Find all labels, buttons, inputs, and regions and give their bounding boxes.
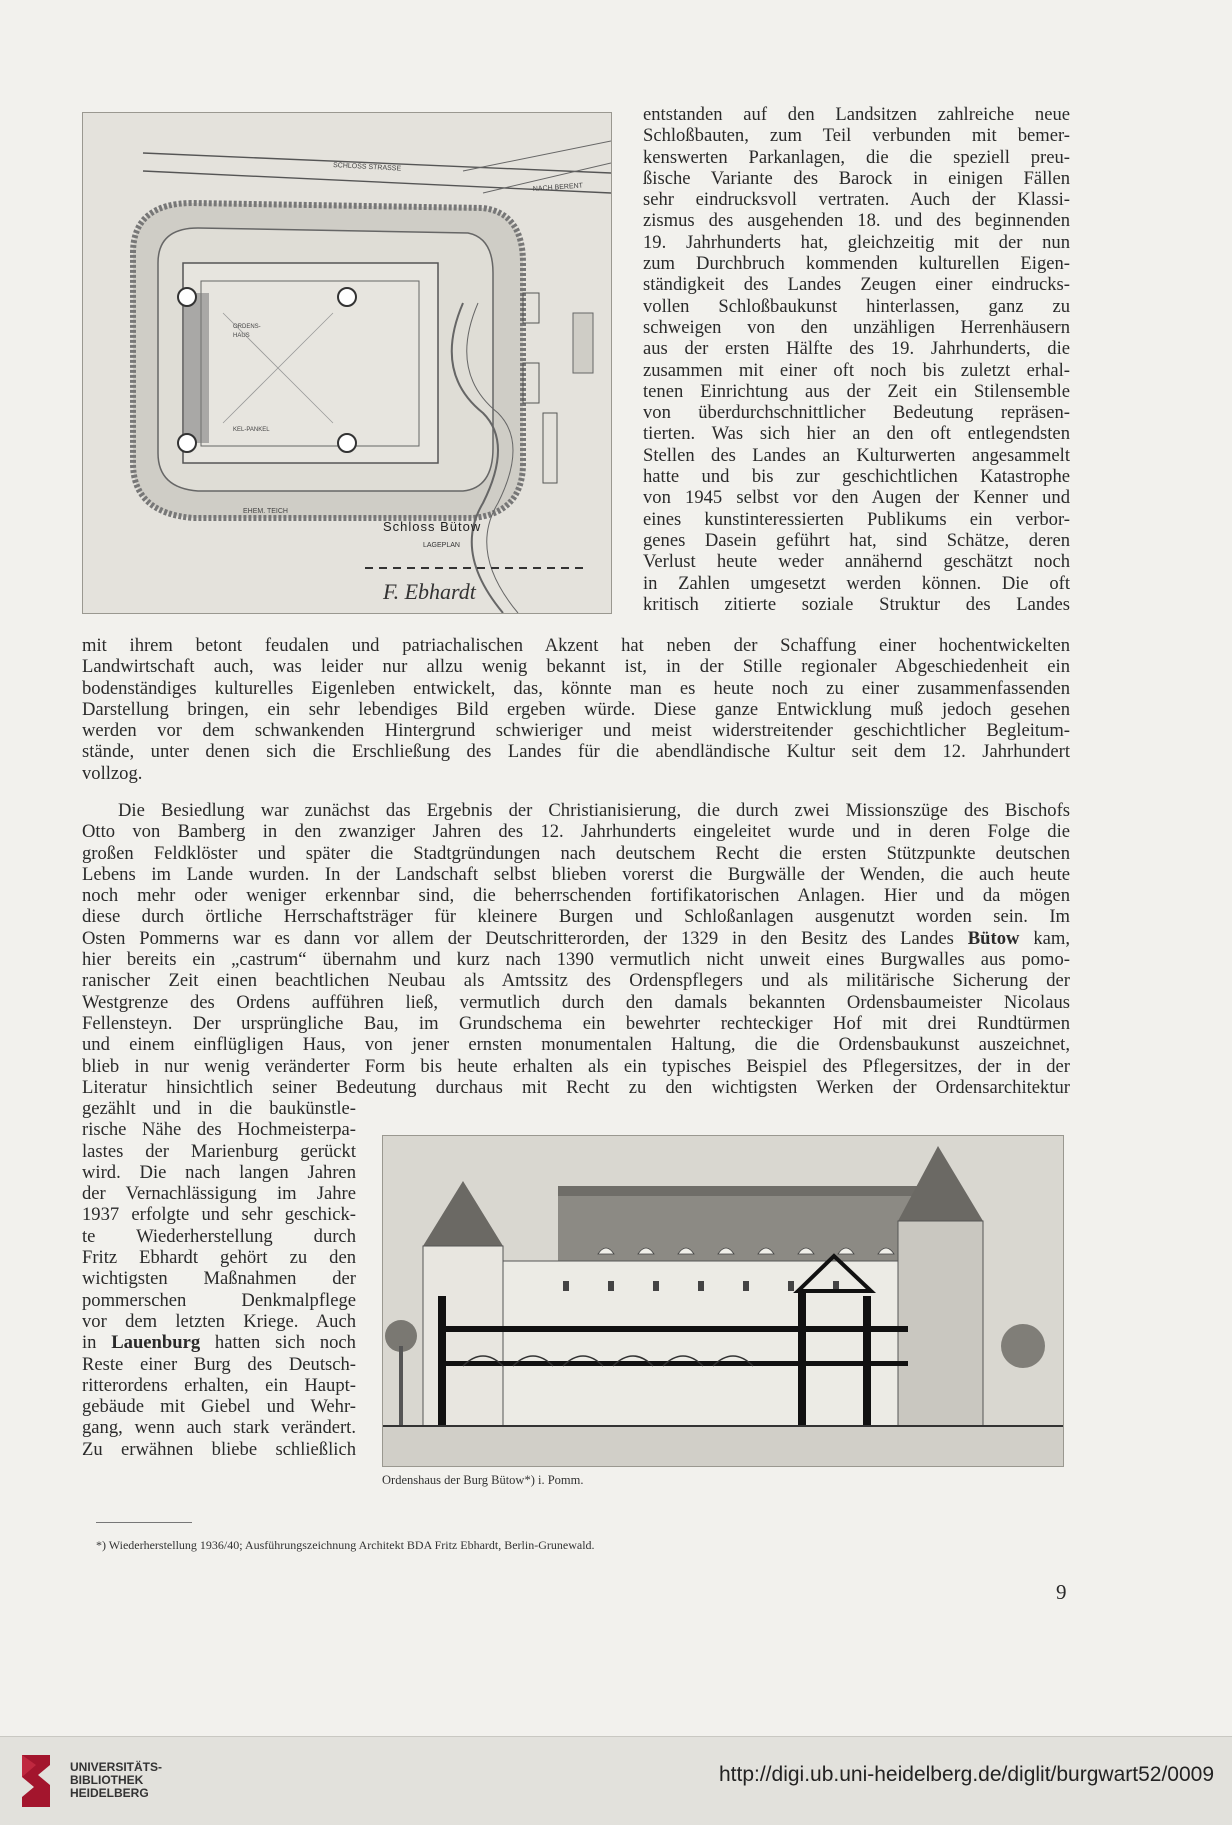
paragraph-1 — [82, 635, 1070, 784]
column-line: schweigen von den unzähligen Herrenhäusern — [643, 316, 1070, 338]
column-line: ßische Variante des Barock in einigen Fällen — [643, 167, 1070, 189]
paragraph-line: Darstellung bringen, ein sehr lebendiges Bild ergeben würde. Diese ganze Entwicklung muß jedoch gesehen — [82, 698, 1070, 720]
column-line: zismus des ausgehenden 18. und des beginnenden — [643, 210, 1070, 232]
narrow-line: wird. Die nach langen Jahren — [82, 1161, 356, 1183]
narrow-line: gebäude mit Giebel und Wehr- — [82, 1396, 356, 1418]
library-footer — [0, 1736, 1232, 1825]
paragraph-line: Lebens im Lande wurden. In der Landschaft selbst blieben vorerst die Burgwälle der Wenden, die auch heute — [82, 863, 1070, 885]
column-line: kritisch zitierte soziale Struktur des Landes — [643, 593, 1070, 615]
narrow-line: in Lauenburg hatten sich noch — [82, 1332, 356, 1354]
paragraph-line: diese durch örtliche Herrschaftsträger für kleinere Burgen und Schloßanlagen ausgenutzt worden sein. Im — [82, 906, 1070, 928]
site-plan-title: Schloss Bütow — [383, 519, 482, 534]
column-line: vollen Schloßbaukunst hinterlassen, ganz zu — [643, 295, 1070, 317]
paragraph-line: mit ihrem betont feudalen und patriachalischen Akzent hat neben der Schaffung einer hochentwickelten — [82, 635, 1070, 656]
column-line: tierten. Was sich hier an den oft entlegendsten — [643, 423, 1070, 445]
site-plan-figure — [82, 112, 612, 614]
site-plan-drawing — [83, 113, 611, 613]
column-line: Verlust heute weder annähernd geschätzt noch — [643, 551, 1070, 573]
column-line: tenen Einrichtung aus der Zeit ein Stilensemble — [643, 380, 1070, 402]
footnote: *) Wiederherstellung 1936/40; Ausführungszeichnung Architekt BDA Fritz Ebhardt, Berlin-Grunewald. — [96, 1538, 595, 1552]
paragraph-line: Westgrenze des Ordens aufführen ließ, vermutlich durch den damals bekannten Ordensbaumeister Nicolaus — [82, 991, 1070, 1013]
paragraph-line: Otto von Bamberg in den zwanziger Jahren des 12. Jahrhunderts eingeleitet wurde und in deren Folge die — [82, 821, 1070, 843]
paragraph-line: stände, unter denen sich die Erschließung des Landes für die abendländische Kultur seit dem 12. Jahrhundert — [82, 741, 1070, 763]
library-name-line: BIBLIOTHEK — [70, 1773, 144, 1787]
paragraph-line: blieb in nur wenig veränderter Form bis heute erhalten als ein typisches Beispiel des Pflegersitzes, der in der — [82, 1055, 1070, 1077]
paragraph-line: werden vor dem schwankenden Hintergrund schwieriger und meist widerstreitender geschichtlicher Begleitum- — [82, 720, 1070, 742]
plan-label-ordens: ORDENS- — [233, 324, 261, 330]
narrow-line: Reste einer Burg des Deutsch- — [82, 1353, 356, 1375]
column-line: aus der ersten Hälfte des 19. Jahrhunderts, die — [643, 338, 1070, 360]
narrow-line: Zu erwähnen bliebe schließlich — [82, 1438, 356, 1460]
narrow-line: der Vernachlässigung im Jahre — [82, 1183, 356, 1205]
source-url-link[interactable]: http://digi.ub.uni-heidelberg.de/diglit/burgwart52/0009 — [718, 1763, 1214, 1786]
plan-label-kel: KEL-PANKEL — [233, 427, 270, 433]
paragraph-line: vollzog. — [82, 762, 143, 784]
street-label-1: SCHLOSS STRASSE — [332, 162, 402, 173]
narrow-line: vor dem letzten Kriege. Auch — [82, 1310, 356, 1332]
narrow-line: Fritz Ebhardt gehört zu den — [82, 1247, 356, 1269]
narrow-column — [82, 1098, 356, 1460]
column-line: ständigkeit des Landes Zeugen einer eindrucks- — [643, 274, 1070, 296]
footnote-rule — [96, 1522, 192, 1523]
library-name — [70, 1761, 162, 1800]
paragraph-line: hier bereits ein „castrum“ übernahm und kurz nach 1390 vermutlich nicht unweit eines Burgwalles aus pomo- — [82, 949, 1070, 971]
paragraph-line: Literatur hinsichtlich seiner Bedeutung durchaus mit Recht zu den wichtigsten Werken der Ordensarchitektur — [82, 1076, 1070, 1098]
narrow-line: wichtigsten Maßnahmen der — [82, 1268, 356, 1290]
narrow-line: lastes der Marienburg gerückt — [82, 1140, 356, 1162]
paragraph-line: Osten Pommerns war es dann vor allem der Deutschritterorden, der 1329 in den Besitz des Landes Bütow kam, — [82, 927, 1070, 949]
paragraph-line: bodenständiges kulturelles Eigenleben entwickelt, das, könnte man es heute noch zu einer zusammenfassenden — [82, 677, 1070, 699]
narrow-line: pommerschen Denkmalpflege — [82, 1289, 356, 1311]
paragraph-line: großen Feldklöster und später die Stadtgründungen nach deutschem Recht die ersten Stützpunkte deutschen — [82, 842, 1070, 864]
paragraph-line: Landwirtschaft auch, was leider nur allzu wenig bekannt ist, in der Stille regionaler Abgeschiedenheit ein — [82, 656, 1070, 678]
column-line: von überdurchschnittlicher Bedeutung repräsen- — [643, 402, 1070, 424]
column-line: von 1945 selbst vor den Augen der Kenner und — [643, 487, 1070, 509]
pond-label: EHEM. TEICH — [243, 508, 288, 515]
narrow-line: gang, wenn auch stark verändert. — [82, 1417, 356, 1439]
paragraph-2 — [82, 800, 1070, 1098]
library-name-line: UNIVERSITÄTS- — [70, 1760, 163, 1774]
library-name-line: HEIDELBERG — [70, 1786, 149, 1800]
narrow-line: rische Nähe des Hochmeisterpa- — [82, 1119, 356, 1141]
site-plan-subtitle: LAGEPLAN — [423, 542, 460, 549]
column-line: genes Dasein geführt hat, sind Schätze, deren — [643, 529, 1070, 551]
narrow-line: 1937 erfolgte und sehr geschick- — [82, 1204, 356, 1226]
column-line: 19. Jahrhunderts hat, gleichzeitig mit der nun — [643, 231, 1070, 253]
street-label-2: NACH BERENT — [532, 182, 584, 193]
narrow-line: te Wiederherstellung durch — [82, 1225, 356, 1247]
narrow-line: ritterordens erhalten, ein Haupt- — [82, 1374, 356, 1396]
elevation-figure — [382, 1135, 1064, 1467]
elevation-caption: Ordenshaus der Burg Bütow*) i. Pomm. — [382, 1473, 584, 1487]
library-logo-icon — [16, 1751, 56, 1811]
column-line: in Zahlen umgesetzt werden können. Die oft — [643, 572, 1070, 594]
column-text — [643, 104, 1070, 615]
paragraph-line: noch mehr oder weniger erkennbar sind, die beherrschenden fortifikatorischen Anlagen. Hier und da mögen — [82, 885, 1070, 907]
column-line: Schloßbauten, zum Teil verbunden mit bemer- — [643, 125, 1070, 147]
paragraph-line: ranischer Zeit einen beachtlichen Neubau als Amtssitz des Ordenspflegers und als militärische Sicherung der — [82, 970, 1070, 992]
column-line: hatte und bis zur geschichtlichen Katastrophe — [643, 466, 1070, 488]
page-number: 9 — [1056, 1580, 1067, 1604]
narrow-line: gezählt und in die baukünstle- — [82, 1098, 356, 1119]
column-line: entstanden auf den Landsitzen zahlreiche neue — [643, 104, 1070, 125]
column-line: kenswerten Parkanlagen, die die speziell preu- — [643, 146, 1070, 168]
paragraph-line: Die Besiedlung war zunächst das Ergebnis der Christianisierung, die durch zwei Missionszüge des Bischofs — [118, 800, 1070, 821]
elevation-drawing — [383, 1136, 1063, 1466]
paragraph-line: und einem einflügligen Haus, von jener ernsten monumentalen Haltung, die die Ordensbaukunst auszeichnet, — [82, 1034, 1070, 1056]
plan-label-haus: HAUS — [233, 333, 250, 339]
column-line: Stellen des Landes an Kulturwerten angesammelt — [643, 444, 1070, 466]
architect-signature: F. Ebhardt — [383, 579, 476, 604]
column-line: eines kunstinteressierten Publikums ein verbor- — [643, 508, 1070, 530]
paragraph-line: Fellensteyn. Der ursprüngliche Bau, im Grundschema ein bewehrter rechteckiger Hof mit drei Rundtürmen — [82, 1012, 1070, 1034]
column-line: sehr eindrucksvoll vertraten. Auch der Klassi- — [643, 189, 1070, 211]
column-line: zusammen mit einer oft noch bis zuletzt erhal- — [643, 359, 1070, 381]
column-line: zum Durchbruch kommenden kulturellen Eigen- — [643, 253, 1070, 275]
